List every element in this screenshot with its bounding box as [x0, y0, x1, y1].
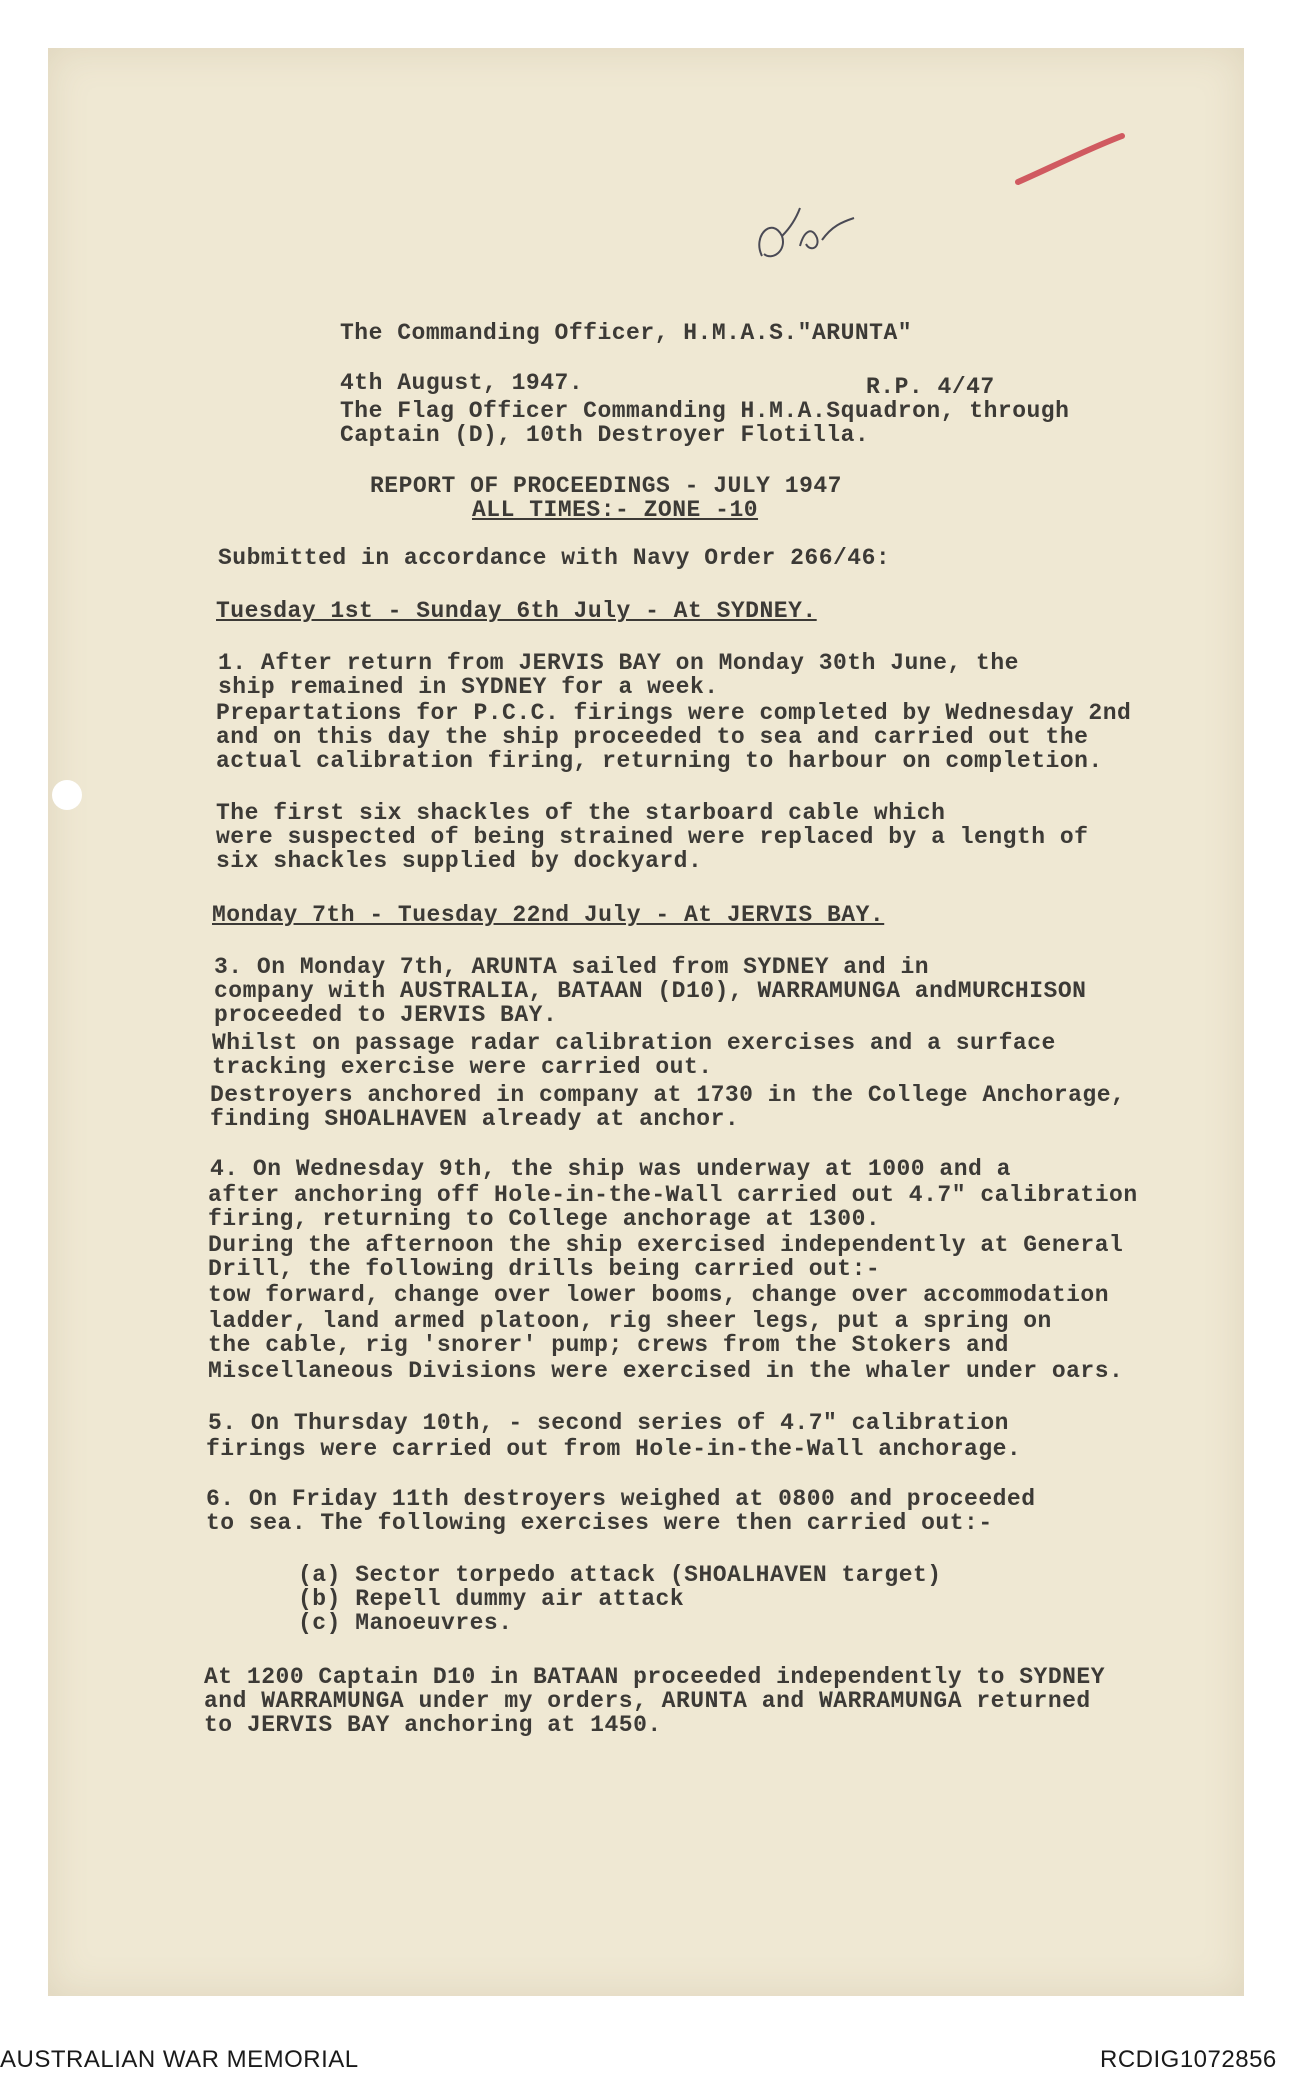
exercise-item: (c) Manoeuvres. — [298, 1610, 513, 1636]
body-line: and WARRAMUNGA under my orders, ARUNTA and WARRAMUNGA returned — [204, 1688, 1091, 1714]
intro-line: Submitted in accordance with Navy Order 266/46: — [218, 545, 891, 571]
body-line: and on this day the ship proceeded to sea and carried out the — [216, 724, 1089, 750]
body-line: 3. On Monday 7th, ARUNTA sailed from SYDNEY and in — [214, 954, 930, 980]
body-line: were suspected of being strained were replaced by a length of — [216, 824, 1089, 850]
body-line: firings were carried out from Hole-in-the-Wall anchorage. — [206, 1436, 1022, 1462]
body-line: 5. On Thursday 10th, - second series of 4.7" calibration — [208, 1410, 1009, 1436]
body-line: At 1200 Captain D10 in BATAAN proceeded independently to SYDNEY — [204, 1664, 1106, 1690]
report-date: 4th August, 1947. — [340, 370, 584, 396]
body-line: the cable, rig 'snorer' pump; crews from the Stokers and — [208, 1332, 1009, 1358]
handwritten-initials — [742, 196, 872, 276]
body-line: to sea. The following exercises were then carried out:- — [206, 1510, 993, 1536]
to-line: The Flag Officer Commanding H.M.A.Squadron, through — [340, 398, 1070, 424]
body-line: to JERVIS BAY anchoring at 1450. — [204, 1712, 662, 1738]
body-line: company with AUSTRALIA, BATAAN (D10), WARRAMUNGA andMURCHISON — [214, 978, 1087, 1004]
body-line: 4. On Wednesday 9th, the ship was underway at 1000 and a — [210, 1156, 1011, 1182]
exercise-item: (a) Sector torpedo attack (SHOALHAVEN target) — [298, 1562, 942, 1588]
body-line: 6. On Friday 11th destroyers weighed at 0800 and proceeded — [206, 1486, 1036, 1512]
body-line: tracking exercise were carried out. — [212, 1054, 713, 1080]
section-heading-jervis-bay: Monday 7th - Tuesday 22nd July - At JERVIS BAY. — [212, 902, 885, 928]
body-line: tow forward, change over lower booms, change over accommodation — [208, 1282, 1110, 1308]
time-zone-subtitle: ALL TIMES:- ZONE -10 — [472, 497, 759, 523]
body-line: six shackles supplied by dockyard. — [216, 848, 703, 874]
body-line: ladder, land armed platoon, rig sheer legs, put a spring on — [208, 1308, 1052, 1334]
to-line-continued: Captain (D), 10th Destroyer Flotilla. — [340, 422, 870, 448]
footer-record-id: RCDIG1072856 — [1100, 2046, 1277, 2073]
body-line: Whilst on passage radar calibration exercises and a surface — [212, 1030, 1056, 1056]
report-title: REPORT OF PROCEEDINGS - JULY 1947 — [370, 473, 842, 499]
section-heading-sydney: Tuesday 1st - Sunday 6th July - At SYDNEY. — [216, 598, 817, 624]
body-line: During the afternoon the ship exercised independently at General — [208, 1232, 1124, 1258]
red-pencil-mark — [1010, 130, 1130, 190]
body-line: Prepartations for P.C.C. firings were completed by Wednesday 2nd — [216, 700, 1132, 726]
report-reference: R.P. 4/47 — [866, 374, 995, 400]
body-line: ship remained in SYDNEY for a week. — [218, 674, 719, 700]
punch-hole — [52, 780, 82, 810]
exercise-item: (b) Repell dummy air attack — [298, 1586, 685, 1612]
body-line: The first six shackles of the starboard cable which — [216, 800, 946, 826]
body-line: after anchoring off Hole-in-the-Wall carried out 4.7" calibration — [208, 1182, 1138, 1208]
footer-archive-name: AUSTRALIAN WAR MEMORIAL — [0, 2046, 359, 2073]
body-line: firing, returning to College anchorage at 1300. — [208, 1206, 881, 1232]
body-line: proceeded to JERVIS BAY. — [214, 1002, 558, 1028]
body-line: Miscellaneous Divisions were exercised in the whaler under oars. — [208, 1358, 1124, 1384]
body-line: Destroyers anchored in company at 1730 in the College Anchorage, — [210, 1082, 1126, 1108]
body-line: actual calibration firing, returning to harbour on completion. — [216, 748, 1103, 774]
from-line: The Commanding Officer, H.M.A.S."ARUNTA" — [340, 320, 913, 346]
body-line: finding SHOALHAVEN already at anchor. — [210, 1106, 740, 1132]
body-line: 1. After return from JERVIS BAY on Monday 30th June, the — [218, 650, 1019, 676]
body-line: Drill, the following drills being carried out:- — [208, 1256, 881, 1282]
